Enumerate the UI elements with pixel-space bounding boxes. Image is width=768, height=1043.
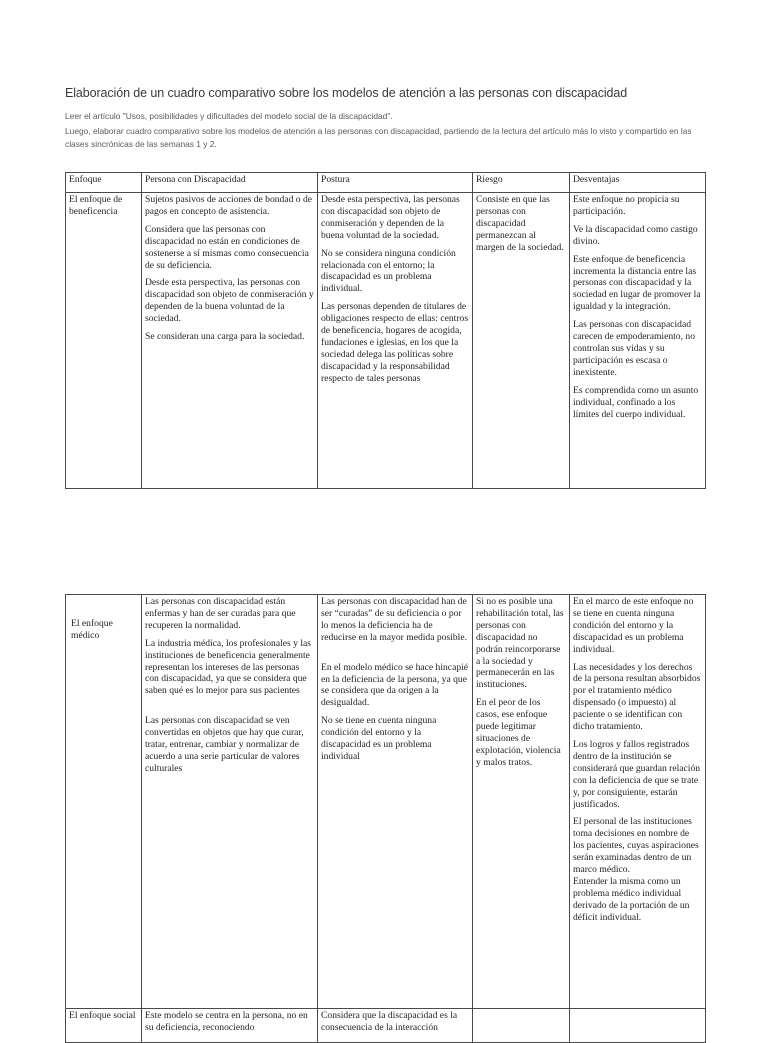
cell-postura [318,595,473,1009]
table-row [66,595,706,1009]
cell-paragraph: El personal de las instituciones toma decisiones en nombre de los pacientes, cuyas aspiraciones serán examinadas dentro de un marco médico. [573,816,699,876]
cell-postura [318,193,473,489]
comparison-table-medico [65,594,706,1043]
cell-paragraph: Las personas con discapacidad se ven convertidas en objetos que hay que curar, tratar, entrenar, cambiar y normalizar de acuerdo a una serie particular de valores culturales [145,715,304,774]
cell-paragraph: Las personas con discapacidad carecen de empoderamiento, no controlan sus vidas y su participación es escasa o inexistente. [573,319,695,378]
instruction-build-table: Luego, elaborar cuadro comparativo sobre los modelos de atención a las personas con discapacidad, partiendo de la lectura del artículo más lo visto y compartido en las clases sincrónicas de las semanas 1 y 2. [65,126,692,149]
header-persona: Persona con Discapacidad [142,173,318,193]
table-header-row [66,173,706,193]
cell-paragraph: La industria médica, los profesionales y las instituciones de beneficencia generalmente representan los intereses de las personas con discapacidad, ya que se considera que saben qué es lo mejor para sus pacientes [145,637,311,697]
cell-paragraph: Las personas dependen de titulares de obligaciones respecto de ellas: centros de beneficencia, hogares de acogida, fundaciones e iglesias, en los que la sociedad delega las políticas sobre discapacidad y la responsabilidad respecto de tales personas [321,301,469,384]
table-row [66,193,706,489]
cell-enfoque [66,595,142,1009]
cell-paragraph: En el peor de los casos, ese enfoque puede legitimar situaciones de explotación, violencia y malos tratos. [476,697,561,768]
cell-paragraph: Sujetos pasivos de acciones de bondad o de pagos en concepto de asistencia. [145,194,313,217]
cell-desventajas [570,1009,706,1043]
cell-paragraph: Considera que las personas con discapacidad no están en condiciones de sostenerse a sí mismas como consecuencia de su deficiencia. [145,223,309,271]
cell-riesgo [473,595,570,1009]
header-postura: Postura [318,173,473,193]
cell-persona [142,595,318,1009]
cell-paragraph: Las personas con discapacidad están enfermas y han de ser curadas para que recuperen la normalidad. [145,596,296,631]
cell-enfoque: El enfoque de beneficencia [66,193,142,489]
header-enfoque: Enfoque [66,173,142,193]
cell-desventajas [570,193,706,489]
cell-paragraph: Este enfoque no propicia su participación. [573,194,680,217]
cell-paragraph: Consiste en que las personas con discapacidad permanezcan al margen de la sociedad. [476,194,564,253]
cell-paragraph: Las necesidades y los derechos de la persona resultan absorbidos por el tratamiento médico dispensado (o impuesto) al paciente o se identifican con dicho tratamiento. [573,661,701,733]
cell-paragraph: Ve la discapacidad como castigo divino. [573,223,698,247]
header-riesgo: Riesgo [473,173,570,193]
cell-paragraph: En el marco de este enfoque no se tiene en cuenta ninguna condición del entorno y la discapacidad es un problema individual. [573,596,694,655]
cell-paragraph: Entender la misma como un problema médico individual derivado de la portación de un déficit individual. [573,875,690,923]
cell-paragraph: En el modelo médico se hace hincapié en la deficiencia de la persona, ya que se considera que da origen a la desigualdad. [321,661,469,709]
cell-persona [142,193,318,489]
cell-enfoque-label: El enfoque médico [71,618,113,641]
cell-paragraph: No se tiene en cuenta ninguna condición del entorno y la discapacidad es un problema individual [321,715,437,762]
cell-riesgo [473,193,570,489]
instruction-read-article: Leer el artículo "Usos, posibilidades y dificultades del modelo social de la discapacidad". [65,111,393,121]
cell-paragraph: Las personas con discapacidad han de ser “curadas” de su deficiencia o por lo menos la deficiencia ha de reducirse en la mayor medida posible. [321,596,467,643]
cell-paragraph: Desde esta perspectiva, las personas con discapacidad son objeto de conmiseración y dependen de la buena voluntad de la sociedad. [321,194,460,241]
page-title: Elaboración de un cuadro comparativo sobre los modelos de atención a las personas con discapacidad [65,86,628,100]
cell-postura: Considera que la discapacidad es la consecuencia de la interacción [318,1009,473,1043]
cell-paragraph: No se considera ninguna condición relacionada con el entorno; la discapacidad es un problema individual. [321,247,456,295]
table-row [66,1009,706,1043]
cell-desventajas [570,595,706,1009]
cell-paragraph: Se consideran una carga para la sociedad. [145,331,305,343]
cell-paragraph: Este enfoque de beneficencia incrementa la distancia entre las personas con discapacidad y la sociedad en lugar de promover la igualdad y la integración. [573,253,701,313]
cell-persona: Este modelo se centra en la persona, no en su deficiencia, reconociendo [142,1009,318,1043]
cell-paragraph: Los logros y fallos registrados dentro de la institución se considerará que guardan relación con la deficiencia de que se trate y, por consiguiente, estarán justificados. [573,738,701,810]
cell-paragraph: Desde esta perspectiva, las personas con discapacidad son objeto de conmiseración y dependen de la buena voluntad de la sociedad. [145,277,314,325]
comparison-table-beneficencia [65,172,706,489]
cell-enfoque: El enfoque social [66,1009,142,1043]
cell-paragraph: Es comprendida como un asunto individual, confinado a los límites del cuerpo individual. [573,384,699,420]
cell-riesgo [473,1009,570,1043]
header-desventajas: Desventajas [570,173,706,193]
cell-paragraph: Si no es posible una rehabilitación total, las personas con discapacidad no podrán reincorporarse a la sociedad y permanecerán en las instituciones. [476,596,564,691]
